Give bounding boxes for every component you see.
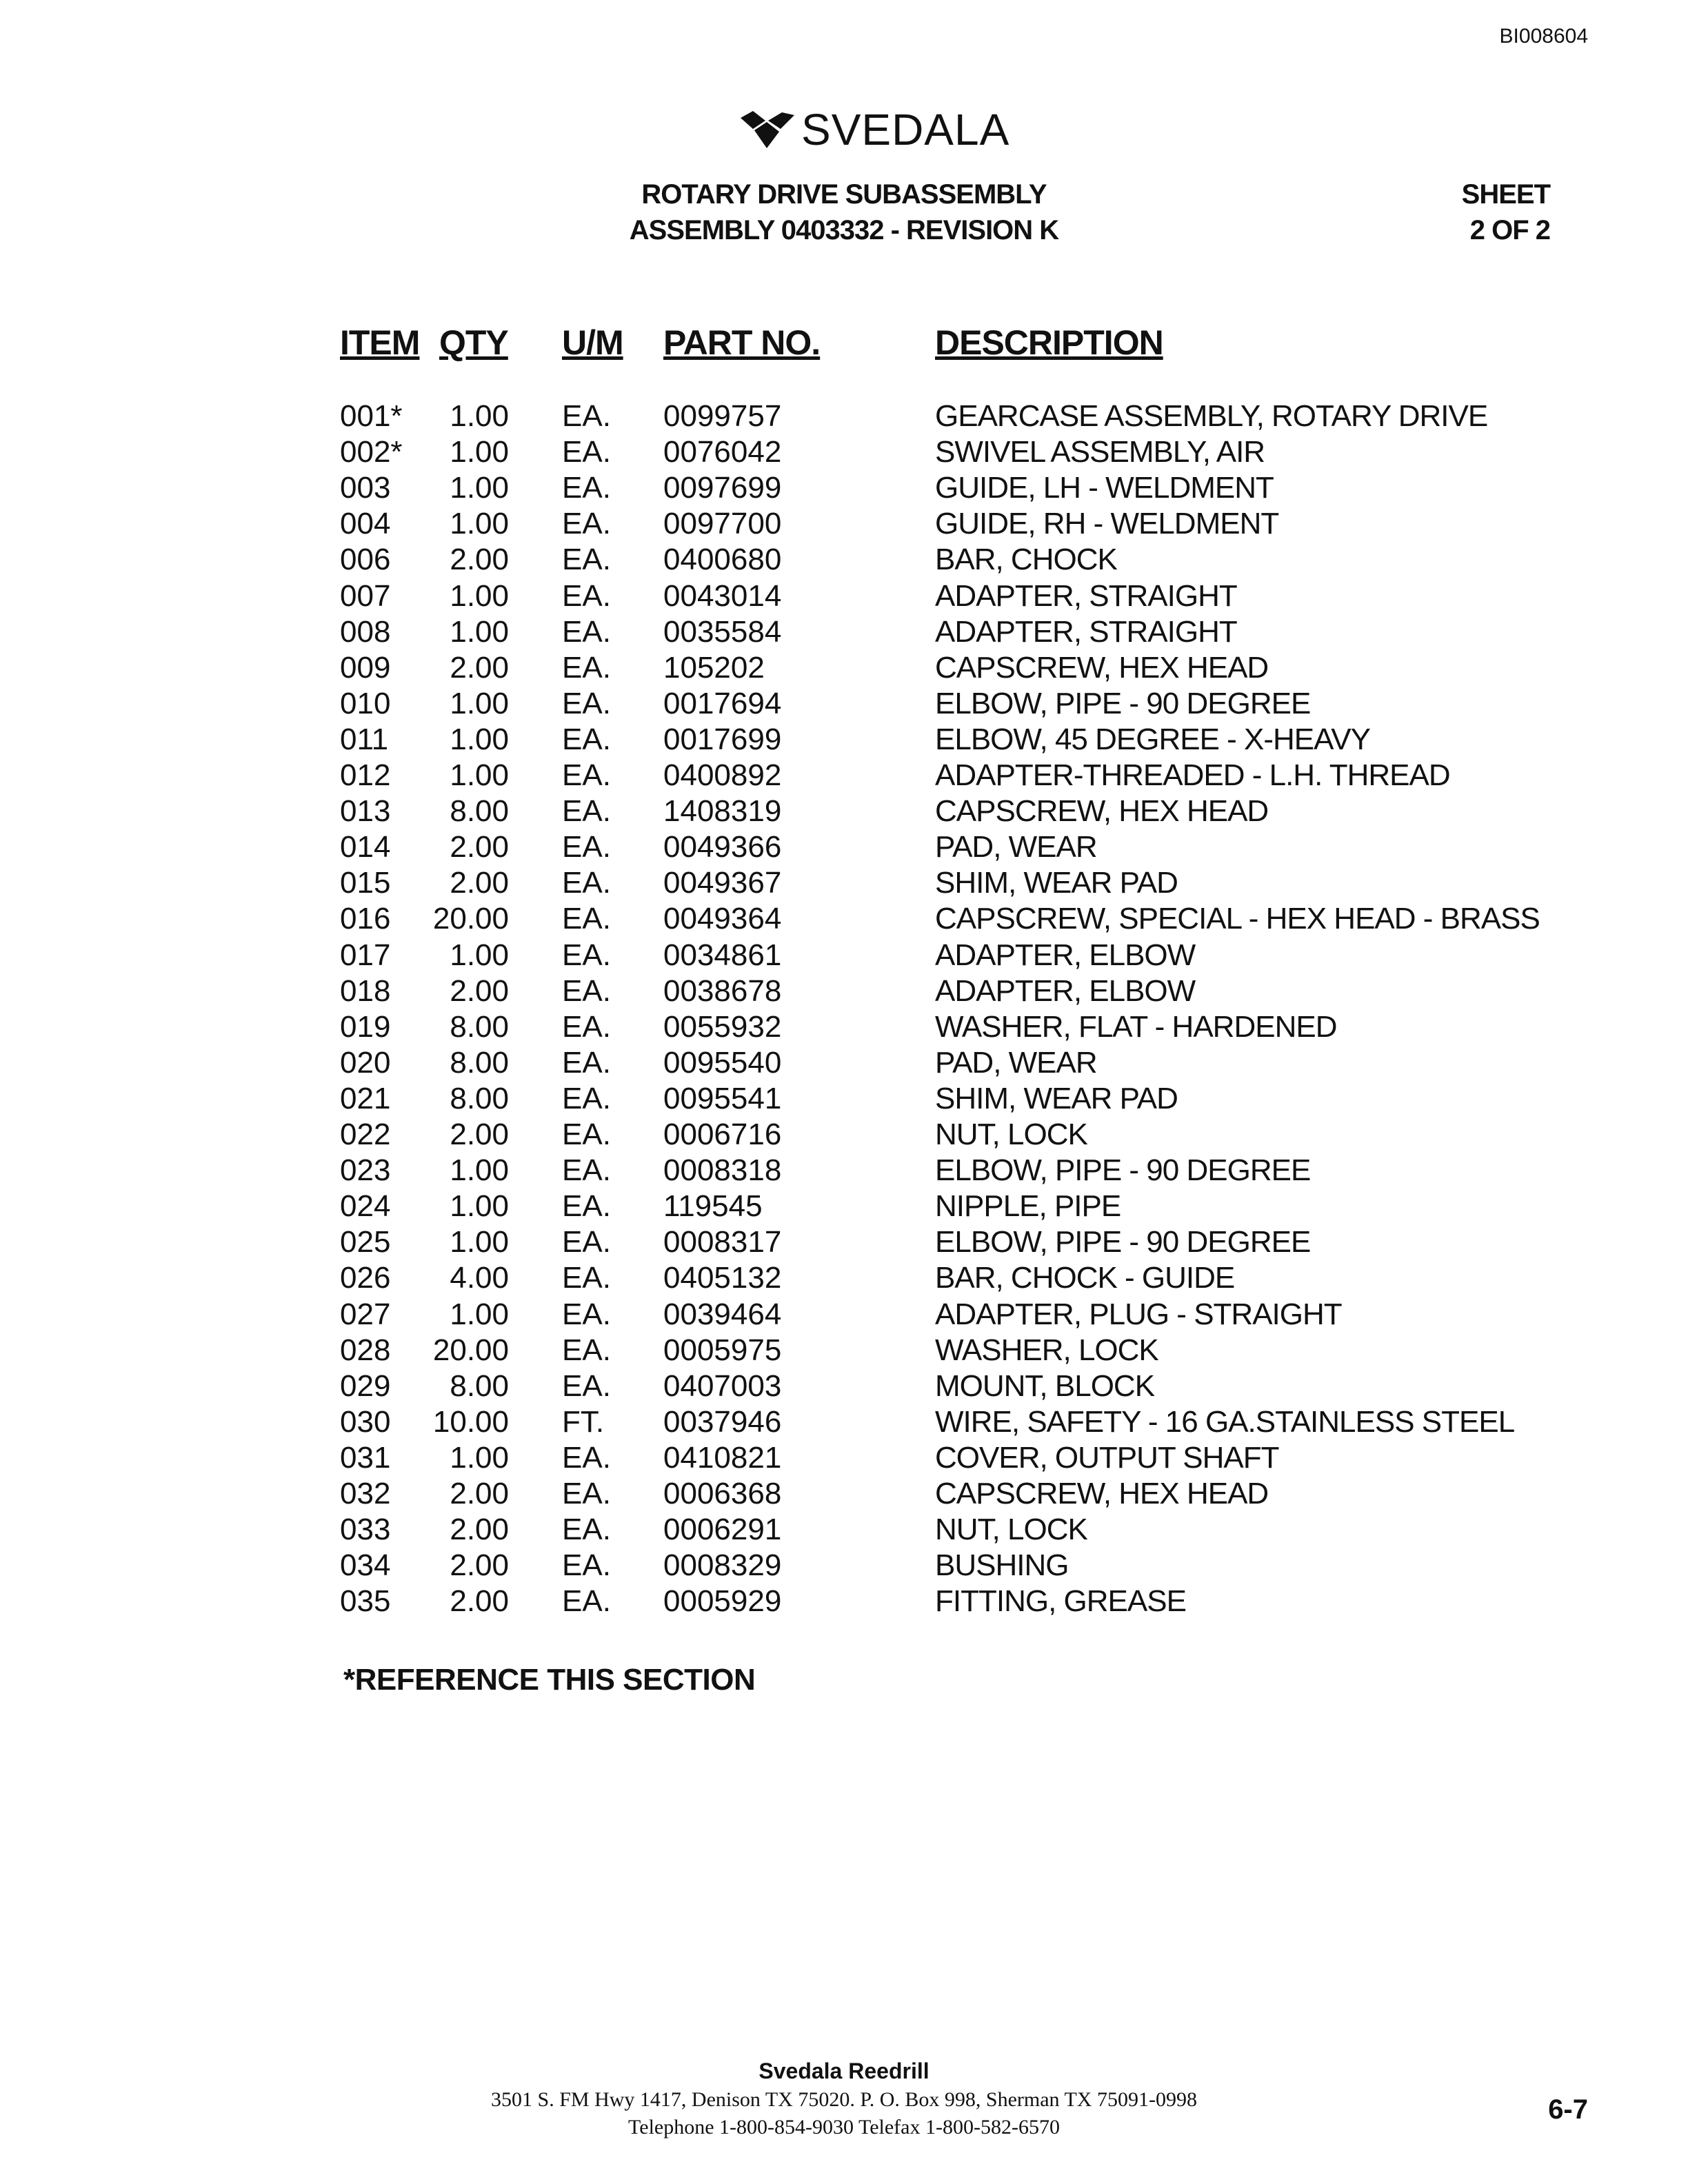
quantity: 2.00 [450,650,509,685]
item-number: 029 [340,1368,391,1403]
unit-of-measure: EA. [562,1548,611,1583]
table-row [0,1404,1688,1440]
part-number: 0410821 [663,1440,782,1475]
quantity: 8.00 [450,1009,509,1044]
part-number: 0043014 [663,578,782,613]
part-number: 0017699 [663,722,782,756]
quantity: 2.00 [450,830,509,865]
table-row [0,1584,1688,1619]
table-row [0,1189,1688,1224]
item-number: 003 [340,471,391,505]
unit-of-measure: EA. [562,507,611,541]
description: SHIM, WEAR PAD [935,866,1178,900]
unit-of-measure: EA. [562,902,611,936]
table-row [0,1368,1688,1404]
quantity: 2.00 [450,1477,509,1510]
item-number: 017 [340,938,391,972]
table-row [0,1153,1688,1189]
item-number: 025 [340,1225,391,1260]
part-number: 0097700 [663,507,782,541]
description: FITTING, GREASE [935,1584,1186,1619]
item-number: 013 [340,794,391,829]
table-row [0,1224,1688,1260]
quantity: 1.00 [450,507,509,541]
item-number: 031 [340,1440,391,1475]
table-row [0,506,1688,542]
quantity: 1.00 [450,614,509,649]
item-number: 024 [340,1189,391,1224]
description: CAPSCREW, HEX HEAD [935,1477,1269,1510]
logo-text: SVEDALA [801,105,1010,154]
unit-of-measure: EA. [562,578,611,613]
unit-of-measure: FT. [562,1404,605,1439]
quantity: 8.00 [450,1368,509,1403]
item-number: 018 [340,973,391,1008]
item-number: 010 [340,686,391,720]
table-row [0,398,1688,434]
column-header-description: DESCRIPTION [935,323,1163,362]
item-number: 001* [340,399,403,433]
quantity: 1.00 [450,471,509,505]
quantity: 1.00 [450,938,509,972]
quantity: 1.00 [450,1297,509,1331]
part-number: 0005975 [663,1333,782,1367]
item-number: 002* [340,435,403,469]
sheet-indicator [1462,176,1550,248]
description: NUT, LOCK [935,1118,1087,1151]
part-number: 0049364 [663,902,782,936]
quantity: 2.00 [450,866,509,900]
unit-of-measure: EA. [562,1153,611,1188]
part-number: 0008318 [663,1153,782,1188]
quantity: 1.00 [450,1440,509,1475]
table-row [0,1440,1688,1476]
part-number: 0400680 [663,543,782,577]
footer [0,2056,1688,2141]
unit-of-measure: EA. [562,1045,611,1080]
unit-of-measure: EA. [562,794,611,829]
table-row [0,865,1688,901]
quantity: 1.00 [450,722,509,756]
part-number: 0097699 [663,471,782,505]
unit-of-measure: EA. [562,650,611,685]
item-number: 012 [340,758,391,792]
description: SWIVEL ASSEMBLY, AIR [935,435,1265,469]
table-row [0,470,1688,506]
column-header-qty: QTY [439,323,508,362]
quantity: 1.00 [450,578,509,613]
part-number: 105202 [663,650,765,685]
part-number: 0049366 [663,830,782,865]
quantity: 2.00 [450,543,509,577]
quantity: 1.00 [450,1189,509,1224]
table-row [0,1045,1688,1081]
quantity: 2.00 [450,1513,509,1547]
document-title [0,176,1688,248]
quantity: 2.00 [450,1118,509,1151]
part-number: 0039464 [663,1297,782,1331]
description: ADAPTER, ELBOW [935,973,1196,1008]
quantity: 20.00 [432,1333,509,1367]
description: ELBOW, PIPE - 90 DEGREE [935,1225,1311,1260]
part-number: 119545 [663,1189,763,1224]
quantity: 1.00 [450,686,509,720]
part-number: 0034861 [663,938,782,972]
reference-note: *REFERENCE THIS SECTION [343,1663,756,1697]
unit-of-measure: EA. [562,1225,611,1260]
item-number: 030 [340,1404,391,1439]
description: ADAPTER, STRAIGHT [935,614,1237,649]
part-number: 0055932 [663,1009,782,1044]
description: BAR, CHOCK [935,543,1117,577]
unit-of-measure: EA. [562,722,611,756]
page-number: 6-7 [1548,2094,1588,2125]
item-number: 019 [340,1009,391,1044]
unit-of-measure: EA. [562,866,611,900]
part-number: 1408319 [663,794,782,829]
part-number: 0049367 [663,866,782,900]
footer-phone: Telephone 1-800-854-9030 Telefax 1-800-582-6570 [628,2116,1060,2138]
item-number: 007 [340,578,391,613]
document-id: BI008604 [1499,25,1588,48]
description: COVER, OUTPUT SHAFT [935,1440,1279,1475]
description: NUT, LOCK [935,1513,1087,1547]
item-number: 028 [340,1333,391,1367]
table-row [0,1260,1688,1296]
description: BAR, CHOCK - GUIDE [935,1261,1235,1295]
item-number: 023 [340,1153,391,1188]
description: ELBOW, PIPE - 90 DEGREE [935,1153,1311,1188]
description: GUIDE, LH - WELDMENT [935,471,1274,505]
sheet-count: 2 OF 2 [1469,215,1550,245]
table-row [0,722,1688,758]
quantity: 2.00 [450,1548,509,1583]
item-number: 008 [340,614,391,649]
item-number: 027 [340,1297,391,1331]
title-line-1: ROTARY DRIVE SUBASSEMBLY [641,179,1047,210]
description: GEARCASE ASSEMBLY, ROTARY DRIVE [935,399,1488,433]
part-number: 0405132 [663,1261,782,1295]
quantity: 1.00 [450,399,509,433]
part-number: 0008329 [663,1548,782,1583]
quantity: 1.00 [450,1225,509,1260]
table-row [0,758,1688,793]
unit-of-measure: EA. [562,1297,611,1331]
item-number: 011 [340,722,389,756]
column-header-part-no: PART NO. [663,323,821,362]
part-number: 0095540 [663,1045,782,1080]
item-number: 004 [340,507,391,541]
table-row [0,938,1688,973]
quantity: 8.00 [450,794,509,829]
description: PAD, WEAR [935,1045,1097,1080]
unit-of-measure: EA. [562,1189,611,1224]
item-number: 021 [340,1081,391,1115]
title-line-2: ASSEMBLY 0403332 - REVISION K [629,215,1059,245]
description: WIRE, SAFETY - 16 GA.STAINLESS STEEL [935,1404,1515,1439]
item-number: 032 [340,1477,391,1510]
part-number: 0006368 [663,1477,782,1510]
quantity: 4.00 [450,1261,509,1295]
item-number: 033 [340,1513,391,1547]
part-number: 0035584 [663,614,782,649]
item-number: 035 [340,1584,391,1619]
part-number: 0006291 [663,1513,782,1547]
table-row [0,793,1688,829]
unit-of-measure: EA. [562,1513,611,1547]
unit-of-measure: EA. [562,1584,611,1619]
item-number: 020 [340,1045,391,1080]
table-row [0,614,1688,650]
svedala-logo-icon [738,108,797,151]
unit-of-measure: EA. [562,758,611,792]
unit-of-measure: EA. [562,435,611,469]
description: PAD, WEAR [935,830,1097,865]
description: SHIM, WEAR PAD [935,1081,1178,1115]
table-row [0,1548,1688,1584]
table-row [0,1009,1688,1045]
table-row [0,542,1688,578]
unit-of-measure: EA. [562,399,611,433]
part-number: 0008317 [663,1225,782,1260]
item-number: 016 [340,902,391,936]
column-header-item: ITEM [340,323,420,362]
description: ADAPTER, PLUG - STRAIGHT [935,1297,1342,1331]
description: ELBOW, 45 DEGREE - X-HEAVY [935,722,1370,756]
quantity: 8.00 [450,1045,509,1080]
table-row [0,578,1688,614]
part-number: 0099757 [663,399,782,433]
quantity: 1.00 [450,758,509,792]
quantity: 8.00 [450,1081,509,1115]
part-number: 0076042 [663,435,782,469]
unit-of-measure: EA. [562,686,611,720]
description: ADAPTER, STRAIGHT [935,578,1237,613]
column-header-um: U/M [562,323,623,362]
table-row [0,973,1688,1009]
unit-of-measure: EA. [562,1118,611,1151]
footer-address: 3501 S. FM Hwy 1417, Denison TX 75020. P. O. Box 998, Sherman TX 75091-0998 [491,2088,1197,2111]
unit-of-measure: EA. [562,543,611,577]
unit-of-measure: EA. [562,973,611,1008]
part-number: 0006716 [663,1118,782,1151]
description: ADAPTER, ELBOW [935,938,1196,972]
description: ELBOW, PIPE - 90 DEGREE [935,686,1311,720]
quantity: 2.00 [450,1584,509,1619]
part-number: 0095541 [663,1081,782,1115]
unit-of-measure: EA. [562,938,611,972]
svedala-logo [738,102,1009,157]
quantity: 10.00 [432,1404,509,1439]
table-row [0,1512,1688,1548]
footer-company: Svedala Reedrill [758,2059,930,2083]
item-number: 006 [340,543,391,577]
part-number: 0407003 [663,1368,782,1403]
unit-of-measure: EA. [562,471,611,505]
item-number: 022 [340,1118,391,1151]
item-number: 014 [340,830,391,865]
table-row [0,650,1688,686]
unit-of-measure: EA. [562,1368,611,1403]
part-number: 0038678 [663,973,782,1008]
unit-of-measure: EA. [562,1009,611,1044]
item-number: 009 [340,650,391,685]
quantity: 1.00 [450,1153,509,1188]
sheet-label: SHEET [1461,179,1550,210]
table-row [0,1297,1688,1333]
table-row [0,1476,1688,1512]
quantity: 20.00 [432,902,509,936]
unit-of-measure: EA. [562,614,611,649]
item-number: 026 [340,1261,391,1295]
description: NIPPLE, PIPE [935,1189,1121,1224]
unit-of-measure: EA. [562,830,611,865]
unit-of-measure: EA. [562,1333,611,1367]
part-number: 0400892 [663,758,782,792]
description: MOUNT, BLOCK [935,1368,1155,1403]
description: WASHER, LOCK [935,1333,1158,1367]
table-row [0,686,1688,722]
table-row [0,1081,1688,1117]
description: CAPSCREW, HEX HEAD [935,650,1269,685]
item-number: 015 [340,866,391,900]
unit-of-measure: EA. [562,1261,611,1295]
table-row [0,829,1688,865]
description: WASHER, FLAT - HARDENED [935,1009,1337,1044]
unit-of-measure: EA. [562,1477,611,1510]
table-row [0,434,1688,470]
table-row [0,901,1688,937]
unit-of-measure: EA. [562,1081,611,1115]
part-number: 0017694 [663,686,782,720]
part-number: 0037946 [663,1404,782,1439]
description: CAPSCREW, HEX HEAD [935,794,1269,829]
quantity: 2.00 [450,973,509,1008]
description: CAPSCREW, SPECIAL - HEX HEAD - BRASS [935,902,1540,936]
quantity: 1.00 [450,435,509,469]
description: GUIDE, RH - WELDMENT [935,507,1279,541]
unit-of-measure: EA. [562,1440,611,1475]
part-number: 0005929 [663,1584,782,1619]
table-row [0,1333,1688,1368]
table-row [0,1117,1688,1153]
description: ADAPTER-THREADED - L.H. THREAD [935,758,1450,792]
description: BUSHING [935,1548,1069,1583]
item-number: 034 [340,1548,391,1583]
